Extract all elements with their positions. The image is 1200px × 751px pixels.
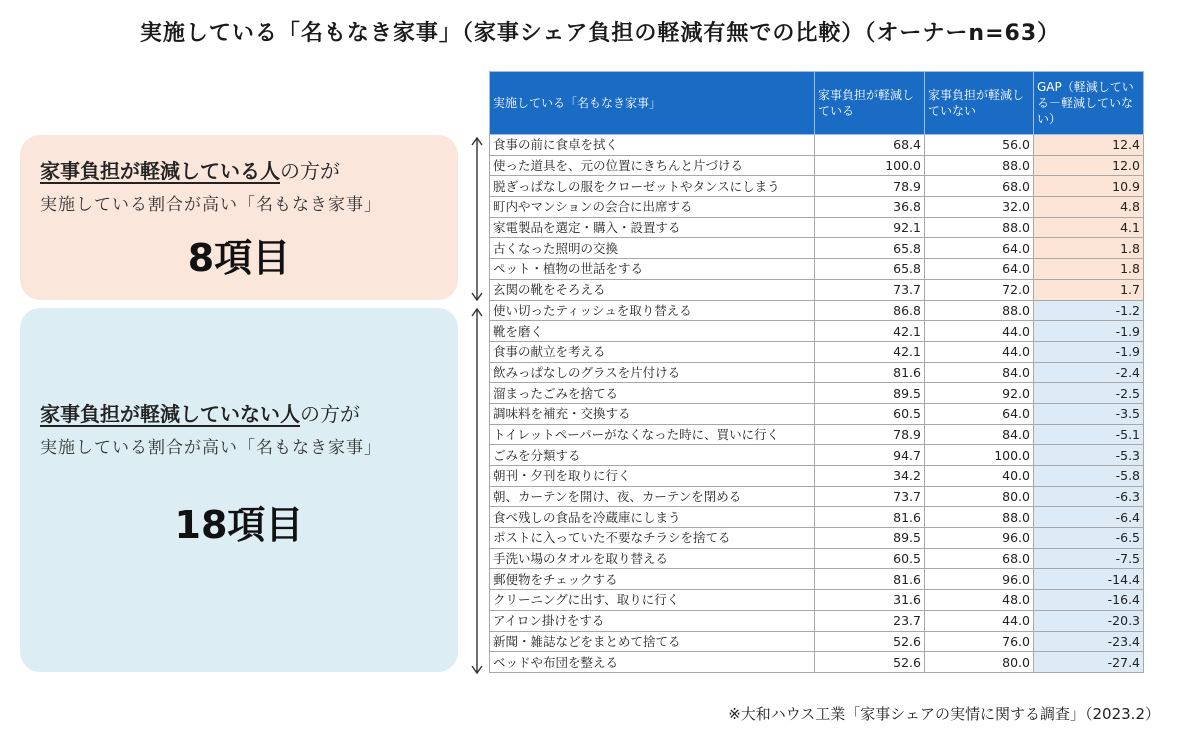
cell-gap: 12.0 <box>1034 155 1144 176</box>
cell-gap: -27.4 <box>1034 652 1144 673</box>
data-table <box>489 71 1144 673</box>
cell-not-reduced: 80.0 <box>925 652 1034 673</box>
source-note: ※大和ハウス工業「家事シェアの実情に関する調査」（2023.2） <box>728 705 1160 723</box>
cell-gap: 10.9 <box>1034 176 1144 197</box>
cell-not-reduced: 48.0 <box>925 590 1034 611</box>
cell-task: 使い切ったティッシュを取り替える <box>490 300 815 321</box>
cell-not-reduced: 72.0 <box>925 279 1034 300</box>
cell-reduced: 92.1 <box>815 217 925 238</box>
cell-reduced: 94.7 <box>815 445 925 466</box>
cell-reduced: 81.6 <box>815 569 925 590</box>
cell-reduced: 65.8 <box>815 259 925 280</box>
cell-task: ペット・植物の世話をする <box>490 259 815 280</box>
cell-reduced: 60.5 <box>815 548 925 569</box>
table-row <box>490 590 1144 611</box>
cell-gap: 4.1 <box>1034 217 1144 238</box>
cell-task: 調味料を補充・交換する <box>490 403 815 424</box>
panel-suffix: の方が <box>280 159 340 183</box>
cell-gap: -6.3 <box>1034 486 1144 507</box>
cell-task: 玄関の靴をそろえる <box>490 279 815 300</box>
cell-reduced: 42.1 <box>815 321 925 342</box>
table-row <box>490 155 1144 176</box>
table-row <box>490 341 1144 362</box>
cell-not-reduced: 64.0 <box>925 403 1034 424</box>
cell-reduced: 23.7 <box>815 610 925 631</box>
cell-task: 手洗い場のタオルを取り替える <box>490 548 815 569</box>
cell-not-reduced: 96.0 <box>925 528 1034 549</box>
panel-subtext: 実施している割合が高い「名もなき家事」 <box>40 195 382 215</box>
cell-task: 食事の前に食卓を拭く <box>490 135 815 156</box>
table-row <box>490 569 1144 590</box>
table-row <box>490 321 1144 342</box>
table-row <box>490 424 1144 445</box>
table-row <box>490 548 1144 569</box>
cell-reduced: 100.0 <box>815 155 925 176</box>
table-row <box>490 445 1144 466</box>
cell-gap: 1.7 <box>1034 279 1144 300</box>
cell-gap: -1.2 <box>1034 300 1144 321</box>
cell-reduced: 73.7 <box>815 486 925 507</box>
cell-reduced: 78.9 <box>815 176 925 197</box>
cell-reduced: 68.4 <box>815 135 925 156</box>
cell-reduced: 65.8 <box>815 238 925 259</box>
arrow-reduced-range <box>472 138 482 300</box>
table-row <box>490 217 1144 238</box>
cell-gap: 12.4 <box>1034 135 1144 156</box>
cell-gap: -7.5 <box>1034 548 1144 569</box>
cell-gap: -6.4 <box>1034 507 1144 528</box>
cell-not-reduced: 88.0 <box>925 155 1034 176</box>
cell-not-reduced: 84.0 <box>925 424 1034 445</box>
summary-panel-not-reduced <box>20 308 458 672</box>
cell-not-reduced: 92.0 <box>925 383 1034 404</box>
cell-task: 朝、カーテンを開け、夜、カーテンを閉める <box>490 486 815 507</box>
cell-not-reduced: 88.0 <box>925 300 1034 321</box>
table-row <box>490 238 1144 259</box>
cell-gap: -3.5 <box>1034 403 1144 424</box>
table-row <box>490 300 1144 321</box>
cell-gap: -1.9 <box>1034 341 1144 362</box>
table-row <box>490 259 1144 280</box>
panel-count: 18項目 <box>174 503 304 547</box>
cell-task: 食べ残しの食品を冷蔵庫にしまう <box>490 507 815 528</box>
cell-not-reduced: 44.0 <box>925 341 1034 362</box>
cell-not-reduced: 32.0 <box>925 197 1034 218</box>
cell-reduced: 78.9 <box>815 424 925 445</box>
panel-emphasis: 家事負担が軽減していない人 <box>40 402 300 426</box>
cell-reduced: 36.8 <box>815 197 925 218</box>
cell-not-reduced: 68.0 <box>925 176 1034 197</box>
table-row <box>490 507 1144 528</box>
cell-not-reduced: 84.0 <box>925 362 1034 383</box>
cell-gap: -23.4 <box>1034 631 1144 652</box>
cell-not-reduced: 76.0 <box>925 631 1034 652</box>
panel-heading <box>40 398 438 427</box>
cell-gap: -1.9 <box>1034 321 1144 342</box>
panel-count: 8項目 <box>187 236 291 280</box>
cell-gap: -5.1 <box>1034 424 1144 445</box>
cell-not-reduced: 96.0 <box>925 569 1034 590</box>
cell-gap: -2.4 <box>1034 362 1144 383</box>
cell-not-reduced: 40.0 <box>925 466 1034 487</box>
cell-task: クリーニングに出す、取りに行く <box>490 590 815 611</box>
cell-task: トイレットペーパーがなくなった時に、買いに行く <box>490 424 815 445</box>
cell-not-reduced: 64.0 <box>925 259 1034 280</box>
cell-gap: -2.5 <box>1034 383 1144 404</box>
cell-gap: -20.3 <box>1034 610 1144 631</box>
table-header-row <box>490 72 1144 135</box>
cell-reduced: 42.1 <box>815 341 925 362</box>
column-header-not-reduced: 家事負担が軽減していない <box>925 72 1034 135</box>
cell-reduced: 34.2 <box>815 466 925 487</box>
arrow-not-reduced-range <box>472 309 482 673</box>
range-arrows <box>466 136 488 676</box>
table-row <box>490 135 1144 156</box>
cell-reduced: 86.8 <box>815 300 925 321</box>
table-row <box>490 466 1144 487</box>
cell-task: 町内やマンションの会合に出席する <box>490 197 815 218</box>
panel-suffix: の方が <box>300 402 360 426</box>
cell-not-reduced: 68.0 <box>925 548 1034 569</box>
cell-reduced: 60.5 <box>815 403 925 424</box>
table-row <box>490 279 1144 300</box>
table-row <box>490 610 1144 631</box>
table-row <box>490 528 1144 549</box>
cell-task: ベッドや布団を整える <box>490 652 815 673</box>
panel-heading <box>40 155 438 184</box>
cell-gap: 4.8 <box>1034 197 1144 218</box>
table-row <box>490 383 1144 404</box>
cell-task: 新聞・雑誌などをまとめて捨てる <box>490 631 815 652</box>
cell-reduced: 89.5 <box>815 528 925 549</box>
cell-gap: -16.4 <box>1034 590 1144 611</box>
cell-not-reduced: 44.0 <box>925 321 1034 342</box>
table-row <box>490 631 1144 652</box>
table-row <box>490 652 1144 673</box>
cell-task: 溜まったごみを捨てる <box>490 383 815 404</box>
cell-task: 使った道具を、元の位置にきちんと片づける <box>490 155 815 176</box>
table-body <box>490 135 1144 673</box>
cell-reduced: 89.5 <box>815 383 925 404</box>
cell-reduced: 52.6 <box>815 652 925 673</box>
cell-not-reduced: 100.0 <box>925 445 1034 466</box>
summary-panel-reduced <box>20 135 458 300</box>
cell-task: アイロン掛けをする <box>490 610 815 631</box>
cell-not-reduced: 64.0 <box>925 238 1034 259</box>
cell-not-reduced: 88.0 <box>925 217 1034 238</box>
cell-task: 古くなった照明の交換 <box>490 238 815 259</box>
cell-task: 靴を磨く <box>490 321 815 342</box>
cell-gap: -6.5 <box>1034 528 1144 549</box>
cell-gap: -5.3 <box>1034 445 1144 466</box>
cell-gap: 1.8 <box>1034 259 1144 280</box>
column-header-task: 実施している「名もなき家事」 <box>490 72 815 135</box>
table-row <box>490 176 1144 197</box>
cell-reduced: 52.6 <box>815 631 925 652</box>
cell-task: 飲みっぱなしのグラスを片付ける <box>490 362 815 383</box>
cell-not-reduced: 56.0 <box>925 135 1034 156</box>
cell-not-reduced: 80.0 <box>925 486 1034 507</box>
cell-task: 脱ぎっぱなしの服をクローゼットやタンスにしまう <box>490 176 815 197</box>
cell-gap: -5.8 <box>1034 466 1144 487</box>
chart-title: 実施している「名もなき家事」（家事シェア負担の軽減有無での比較）（オーナーn=63） <box>139 21 1061 46</box>
panel-subtext: 実施している割合が高い「名もなき家事」 <box>40 438 382 458</box>
cell-reduced: 31.6 <box>815 590 925 611</box>
table-row <box>490 197 1144 218</box>
cell-gap: 1.8 <box>1034 238 1144 259</box>
cell-task: 朝刊・夕刊を取りに行く <box>490 466 815 487</box>
cell-reduced: 81.6 <box>815 362 925 383</box>
cell-reduced: 81.6 <box>815 507 925 528</box>
cell-gap: -14.4 <box>1034 569 1144 590</box>
cell-task: 郵便物をチェックする <box>490 569 815 590</box>
cell-reduced: 73.7 <box>815 279 925 300</box>
table-row <box>490 362 1144 383</box>
cell-task: ポストに入っていた不要なチラシを捨てる <box>490 528 815 549</box>
table-row <box>490 486 1144 507</box>
cell-not-reduced: 44.0 <box>925 610 1034 631</box>
column-header-reduced: 家事負担が軽減している <box>815 72 925 135</box>
column-header-gap: GAP（軽減している－軽減していない） <box>1034 72 1144 135</box>
cell-task: 食事の献立を考える <box>490 341 815 362</box>
panel-emphasis: 家事負担が軽減している人 <box>40 159 280 183</box>
cell-not-reduced: 88.0 <box>925 507 1034 528</box>
cell-task: 家電製品を選定・購入・設置する <box>490 217 815 238</box>
table-row <box>490 403 1144 424</box>
cell-task: ごみを分類する <box>490 445 815 466</box>
